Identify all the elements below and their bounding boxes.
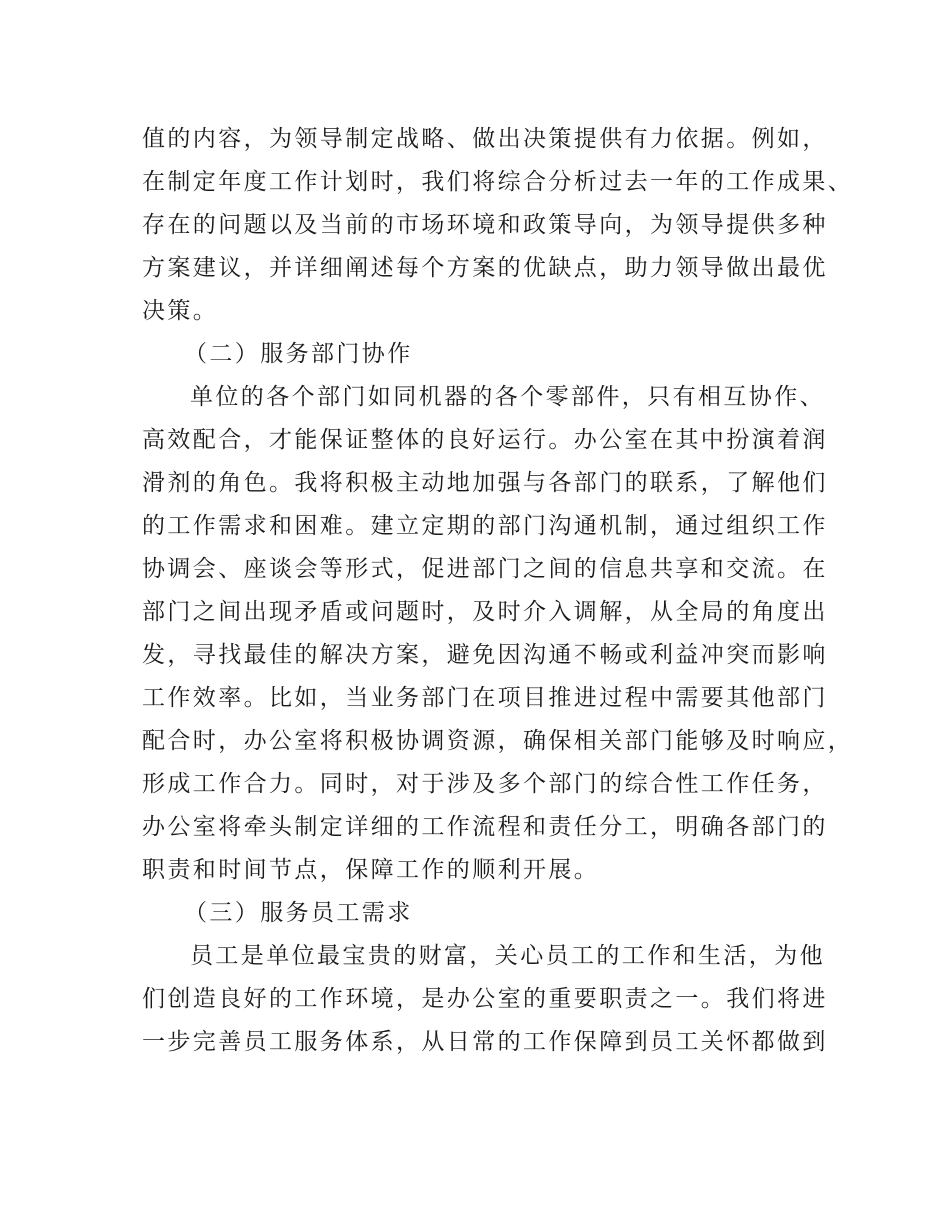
paragraph-first-line: 员工是单位最宝贵的财富，关心员工的工作和生活，为他	[190, 943, 825, 969]
text-line: 职责和时间节点，保障工作的顺利开展。	[142, 857, 600, 883]
text-line: 一步完善员工服务体系，从日常的工作保障到员工关怀都做到	[142, 1029, 828, 1055]
text-line: 滑剂的角色。我将积极主动地加强与各部门的联系，了解他们	[142, 470, 828, 496]
text-line: 存在的问题以及当前的市场环境和政策导向，为领导提供多种	[142, 212, 828, 238]
text-line: 发，寻找最佳的解决方案，避免因沟通不畅或利益冲突而影响	[142, 642, 828, 668]
section-heading: （二）服务部门协作	[184, 341, 413, 367]
section-heading: （三）服务员工需求	[184, 900, 413, 926]
text-line: 值的内容，为领导制定战略、做出决策提供有力依据。例如，	[142, 126, 828, 152]
text-line: 协调会、座谈会等形式，促进部门之间的信息共享和交流。在	[142, 556, 828, 582]
text-line: 决策。	[142, 298, 219, 324]
document-body	[142, 118, 854, 1064]
text-line: 在制定年度工作计划时，我们将综合分析过去一年的工作成果、	[142, 169, 854, 195]
text-line: 部门之间出现矛盾或问题时，及时介入调解，从全局的角度出	[142, 599, 828, 625]
text-line: 们创造良好的工作环境，是办公室的重要职责之一。我们将进	[142, 986, 828, 1012]
text-line: 办公室将牵头制定详细的工作流程和责任分工，明确各部门的	[142, 814, 828, 840]
text-line: 的工作需求和困难。建立定期的部门沟通机制，通过组织工作	[142, 513, 828, 539]
text-line: 高效配合，才能保证整体的良好运行。办公室在其中扮演着润	[142, 427, 828, 453]
text-line: 方案建议，并详细阐述每个方案的优缺点，助力领导做出最优	[142, 255, 828, 281]
text-line: 形成工作合力。同时，对于涉及多个部门的综合性工作任务，	[142, 771, 828, 797]
text-line: 工作效率。比如，当业务部门在项目推进过程中需要其他部门	[142, 685, 828, 711]
text-line: 配合时，办公室将积极协调资源，确保相关部门能够及时响应，	[142, 728, 854, 754]
paragraph-first-line: 单位的各个部门如同机器的各个零部件，只有相互协作、	[190, 384, 825, 410]
